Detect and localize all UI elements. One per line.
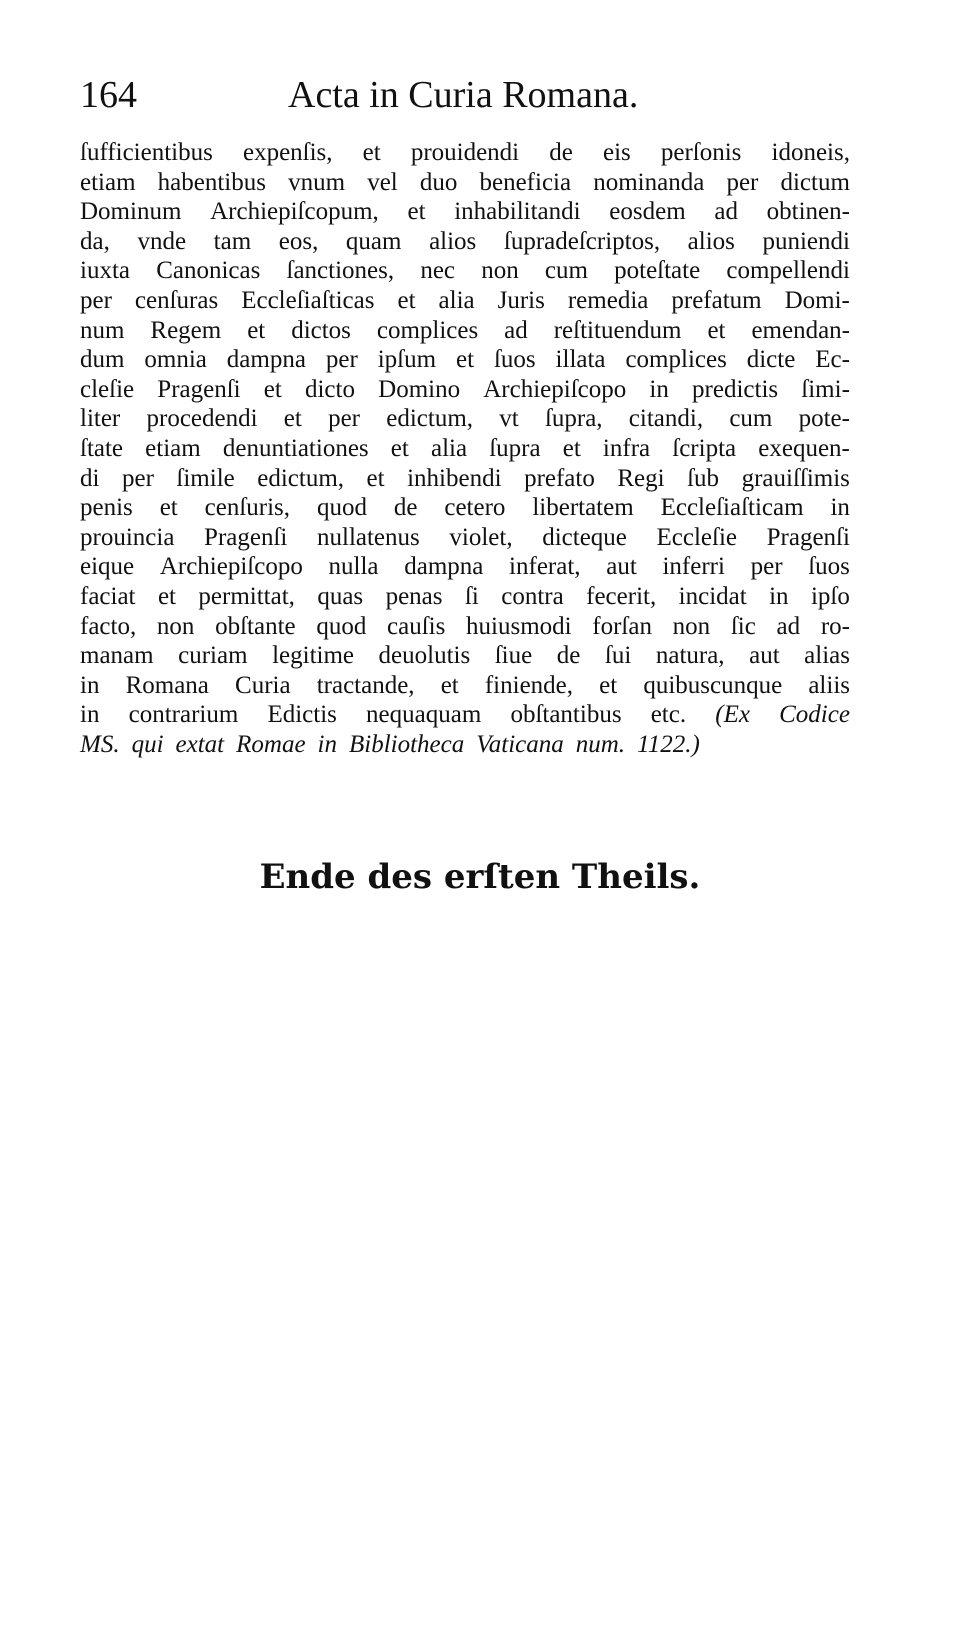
colophon-end-of-part: Ende des erſten Theils. <box>259 857 701 897</box>
body-text <box>80 138 850 759</box>
text-line: Dominum Archiepiſcopum, et inhabilitandi eosdem ad obtinen- <box>80 198 850 226</box>
text-line: etiam habentibus vnum vel duo beneficia nominanda per dictum <box>80 168 850 196</box>
text-line: iuxta Canonicas ſanctiones, nec non cum poteſtate compellendi <box>80 257 850 285</box>
text-line: ſtate etiam denuntiationes et alia ſupra et infra ſcripta exequen- <box>80 434 850 462</box>
text-line: num Regem et dictos complices ad reſtituendum et emendan- <box>80 316 850 344</box>
text-line: in Romana Curia tractande, et finiende, et quibuscunque aliis <box>80 671 850 699</box>
source-citation-line: MS. qui extat Romae in Bibliotheca Vaticana num. 1122.) <box>80 730 700 758</box>
text-line: faciat et permittat, quas penas ſi contra fecerit, incidat in ipſo <box>80 582 850 610</box>
text-line: prouincia Pragenſi nullatenus violet, dicteque Eccleſie Pragenſi <box>80 523 850 551</box>
text-line: cleſie Pragenſi et dicto Domino Archiepiſcopo in predictis ſimi- <box>80 375 850 403</box>
text-line: manam curiam legitime deuolutis ſiue de ſui natura, aut alias <box>80 642 850 670</box>
text-line: ſufficientibus expenſis, et prouidendi de eis perſonis idoneis, <box>80 139 850 166</box>
text-line: in contrarium Edictis nequaquam obſtantibus etc. (Ex Codice <box>80 701 850 729</box>
running-title: Acta in Curia Romana. <box>288 74 639 116</box>
text-line: facto, non obſtante quod cauſis huiusmodi forſan non ſic ad ro- <box>80 612 850 640</box>
text-line: da, vnde tam eos, quam alios ſupradeſcriptos, alios puniendi <box>80 227 850 255</box>
text-line: per cenſuras Eccleſiaſticas et alia Juris remedia prefatum Domi- <box>80 286 850 314</box>
text-line: eique Archiepiſcopo nulla dampna inferat, aut inferri per ſuos <box>80 553 850 581</box>
text-line: di per ſimile edictum, et inhibendi prefato Regi ſub grauiſſimis <box>80 464 850 492</box>
text-line: liter procedendi et per edictum, vt ſupra, citandi, cum pote- <box>80 405 850 433</box>
page-number: 164 <box>80 74 137 116</box>
text-line: dum omnia dampna per ipſum et ſuos illata complices dicte Ec- <box>80 346 850 374</box>
running-head <box>80 70 860 120</box>
text-line: penis et cenſuris, quod de cetero libertatem Eccleſiaſticam in <box>80 494 850 522</box>
